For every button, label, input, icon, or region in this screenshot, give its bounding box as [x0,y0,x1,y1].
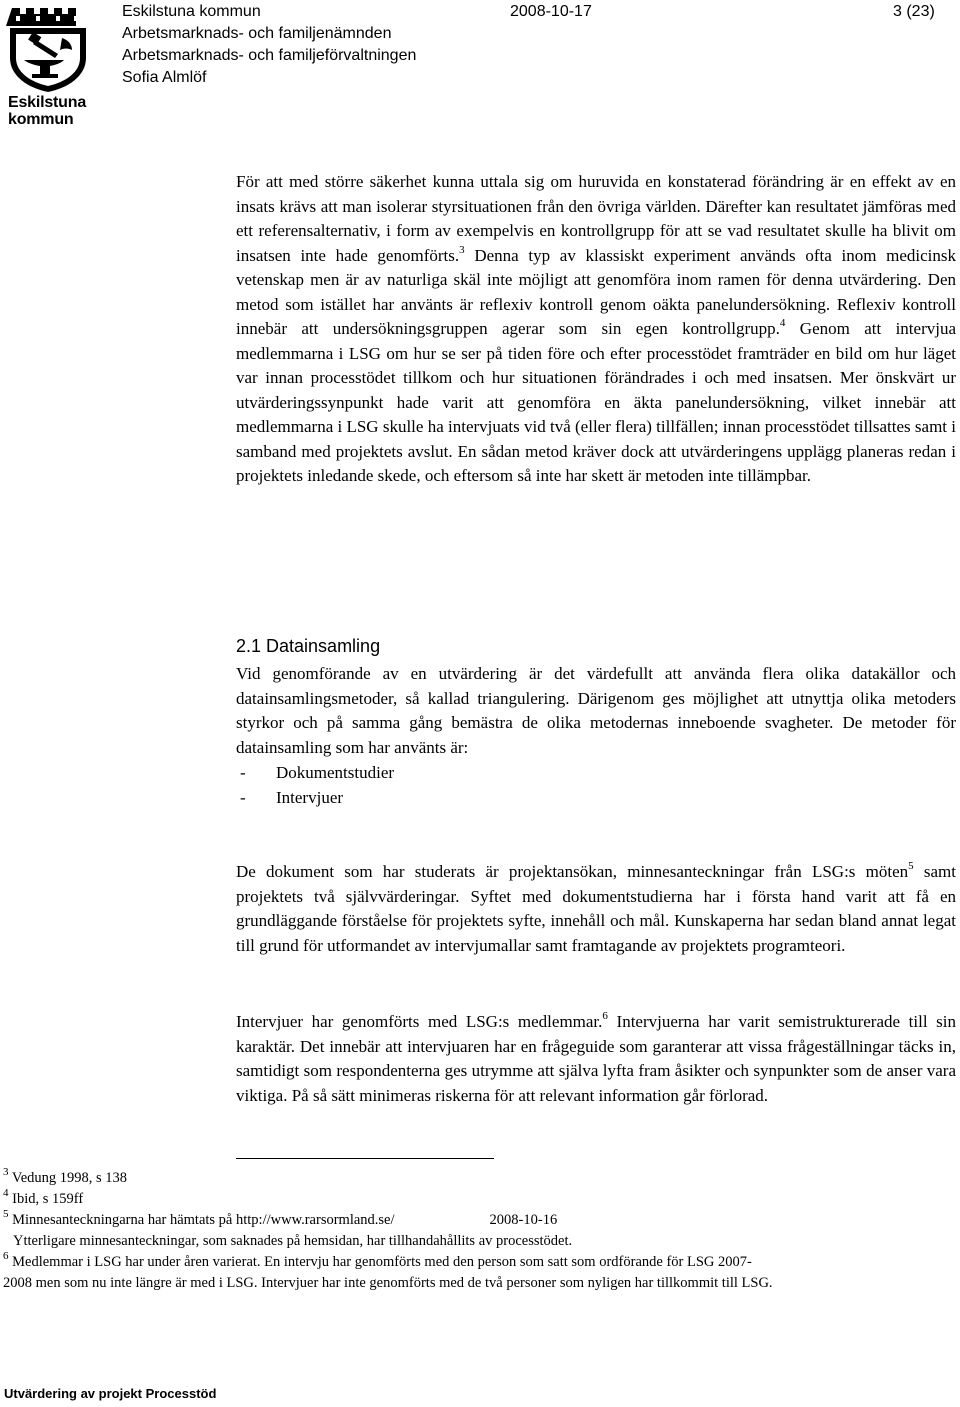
documents-text-1: De dokument som har studerats är projektansökan, minnesanteckningar från LSG:s möten [236,862,909,881]
footnote-6-continued: 2008 men som nu inte längre är med i LSG. Intervjuer har inte genomförts med de två personer som nyligen har tillkommit till LSG. [3,1275,773,1291]
page-footer: Utvärdering av projekt Processtöd [4,1386,217,1401]
interviews-section [236,1010,956,1108]
list-marker: - [240,763,246,782]
datainsamling-intro [236,662,956,810]
header-department: Arbetsmarknads- och familjeförvaltningen [122,47,417,64]
footnote-text: Ibid, s 159ff [8,1191,84,1207]
footnote-text: Medlemmar i LSG har under åren varierat. En intervju har genomförts med den person som satt som ordförande för LSG 2007- [8,1254,752,1270]
municipality-logo [6,4,90,130]
documents-section [236,860,956,958]
documents-paragraph [236,860,956,958]
footnote-ref-4[interactable]: 4 [779,317,786,330]
intro-text-1: För att med större säkerhet kunna uttala sig om huruvida en konstaterad förändring är en effekt av en insats krävs att man isolerar styrsituationen från den övriga världen. Därefter kan resultatet jämföras med ett referensalternativ, i form av exempelvis en kontrollgrupp för att se vad resultatet skulle ha blivit om insatsen inte hade genomförts. [236,172,956,265]
intro-text-3: Genom att intervjua medlemmarna i LSG om hur se ser på tiden före och efter processtödet framträder en bild om hur läget var innan processtödet tillkom och hur situationen förändrades i och med insatsen. Mer önskvärt ur utvärderingssynpunkt hade varit att genomföra en äkta panelundersökning, vilket innebär att medlemmarna i LSG skulle ha intervjuats vid två (eller flera) tillfällen; innan processtödet tillsattes samt i samband med projektets avslut. En sådan metod kräver dock att utvärderingens upplägg planeras redan i projektets inledande skede, och eftersom så inte har skett är metoden inte tillämpbar. [236,319,956,485]
footnote-ref-5[interactable]: 5 [908,860,914,873]
intro-paragraph [236,170,956,489]
list-item-label: Dokumentstudier [276,763,395,782]
list-item [236,760,956,785]
datainsamling-paragraph: Vid genomförande av en utvärdering är det värdefullt att använda flera olika datakällor och datainsamlingsmetoder, så kallad triangulering. Därigenom ges möjlighet att utnyttja olika metoders styrkor och på samma gång bemästra de olika metodernas inneboende svagheter. De metoder för datainsamling som har använts är: [236,664,956,757]
interviews-paragraph [236,1010,956,1108]
header-date: 2008-10-17 [510,3,592,20]
footnote-3 [3,1168,957,1189]
footnote-number: 6 [3,1250,9,1263]
header-committee: Arbetsmarknads- och familjenämnden [122,25,392,42]
coat-of-arms-icon [6,4,90,94]
footnote-ref-3[interactable]: 3 [459,243,465,256]
interviews-text-1: Intervjuer har genomförts med LSG:s medlemmar. [236,1012,603,1031]
logo-line-2: kommun [8,111,74,128]
intro-section [236,170,956,489]
footnote-ref-6[interactable]: 6 [602,1010,608,1023]
intro-text-2: Denna typ av klassiskt experiment används ofta inom medicinsk vetenskap men är av naturliga skäl inte möjligt att genomföra inom ramen för denna utvärdering. Den metod som istället har använts är reflexiv kontroll genom oäkta panelundersökning. Reflexiv kontroll innebär att undersökningsgruppen agerar som sin egen kontrollgrupp. [236,245,957,338]
logo-line-1: Eskilstuna [8,94,87,111]
footnote-date: 2008-10-16 [489,1212,558,1228]
footnote-number: 4 [3,1187,9,1200]
footnote-5 [3,1210,957,1231]
documents-text-2: samt projektets två självvärderingar. Syftet med dokumentstudierna har i första hand varit att få en grundläggande förståelse för projektets syfte, innehåll och mål. Kunskaperna har sedan bland annat legat till grund för utformandet av intervjumallar samt framtagande av projektets programteori. [236,862,956,955]
footnote-number: 5 [3,1208,9,1221]
footnote-5-continued: Ytterligare minnesanteckningar, som saknades på hemsidan, har tillhandahållits av processtödet. [13,1233,573,1249]
header-org: Eskilstuna kommun [122,3,261,20]
footnote-divider [236,1158,494,1159]
footnote-link-text[interactable]: Minnesanteckningarna har hämtats på http://www.rarsormland.se/ [8,1212,395,1228]
header-author: Sofia Almlöf [122,69,207,86]
footnote-number: 3 [3,1166,9,1179]
footnotes [3,1168,957,1294]
logo-wordmark [8,94,86,128]
footnote-6 [3,1252,957,1273]
list-marker: - [240,788,246,807]
section-heading: 2.1 Datainsamling [236,636,381,656]
footnote-text: Vedung 1998, s 138 [8,1170,128,1186]
header-page-number: 3 (23) [893,3,935,20]
method-list [236,760,956,810]
list-item [236,785,956,810]
list-item-label: Intervjuer [276,788,344,807]
footnote-4 [3,1189,957,1210]
interviews-text-2: Intervjuerna har varit semistrukturerade till sin karaktär. Det innebär att intervjuaren har en frågeguide som garanterar att vissa frågeställningar täcks in, samtidigt som respondenterna ges utrymme att själva lyfta fram åsikter och synpunkter som de anser vara viktiga. På så sätt minimeras riskerna för att relevant information går förlorad. [236,1012,956,1105]
